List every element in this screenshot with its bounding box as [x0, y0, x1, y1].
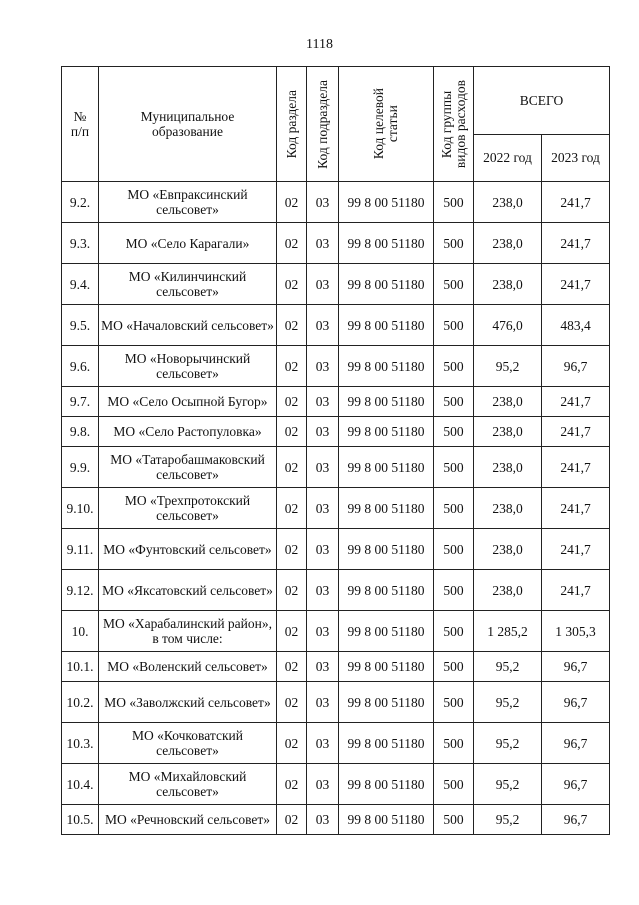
cell-section-code: 02 [277, 447, 307, 488]
cell-num: 10.1. [62, 652, 99, 682]
cell-target-code: 99 8 00 51180 [339, 264, 434, 305]
table-row [62, 764, 610, 805]
cell-expense-group-code: 500 [434, 346, 474, 387]
cell-num: 10.5. [62, 805, 99, 835]
cell-municipality: МО «Новорычинский сельсовет» [99, 346, 277, 387]
header-year-2022: 2022 год [474, 134, 542, 181]
cell-expense-group-code: 500 [434, 529, 474, 570]
header-year-2023: 2023 год [542, 134, 610, 181]
cell-amount-2022: 476,0 [474, 305, 542, 346]
cell-amount-2022: 95,2 [474, 723, 542, 764]
table-row [62, 305, 610, 346]
table-row [62, 529, 610, 570]
cell-municipality: МО «Яксатовский сельсовет» [99, 570, 277, 611]
cell-target-code: 99 8 00 51180 [339, 417, 434, 447]
cell-municipality: МО «Кочковатский сельсовет» [99, 723, 277, 764]
cell-num: 9.2. [62, 182, 99, 223]
cell-target-code: 99 8 00 51180 [339, 488, 434, 529]
cell-expense-group-code: 500 [434, 447, 474, 488]
cell-amount-2023: 241,7 [542, 223, 610, 264]
cell-amount-2022: 238,0 [474, 387, 542, 417]
cell-amount-2022: 238,0 [474, 182, 542, 223]
cell-municipality: МО «Евпраксинский сельсовет» [99, 182, 277, 223]
cell-amount-2022: 238,0 [474, 447, 542, 488]
cell-municipality: МО «Татаробашмаковский сельсовет» [99, 447, 277, 488]
cell-num: 9.6. [62, 346, 99, 387]
cell-target-code: 99 8 00 51180 [339, 682, 434, 723]
cell-section-code: 02 [277, 223, 307, 264]
header-expense-group-code: Код группы видов расходов [434, 67, 474, 182]
cell-amount-2022: 238,0 [474, 264, 542, 305]
cell-municipality: МО «Михайловский сельсовет» [99, 764, 277, 805]
table-body [62, 182, 610, 835]
cell-expense-group-code: 500 [434, 182, 474, 223]
cell-amount-2023: 241,7 [542, 264, 610, 305]
cell-subsection-code: 03 [307, 652, 339, 682]
cell-expense-group-code: 500 [434, 723, 474, 764]
cell-expense-group-code: 500 [434, 652, 474, 682]
cell-section-code: 02 [277, 417, 307, 447]
cell-section-code: 02 [277, 387, 307, 417]
cell-municipality: МО «Село Осыпной Бугор» [99, 387, 277, 417]
cell-amount-2022: 238,0 [474, 488, 542, 529]
cell-subsection-code: 03 [307, 305, 339, 346]
table-row [62, 346, 610, 387]
cell-subsection-code: 03 [307, 182, 339, 223]
cell-target-code: 99 8 00 51180 [339, 387, 434, 417]
cell-target-code: 99 8 00 51180 [339, 723, 434, 764]
cell-subsection-code: 03 [307, 529, 339, 570]
cell-amount-2022: 95,2 [474, 805, 542, 835]
cell-expense-group-code: 500 [434, 223, 474, 264]
cell-section-code: 02 [277, 682, 307, 723]
cell-num: 10.2. [62, 682, 99, 723]
cell-subsection-code: 03 [307, 570, 339, 611]
cell-expense-group-code: 500 [434, 488, 474, 529]
cell-num: 9.3. [62, 223, 99, 264]
cell-amount-2022: 238,0 [474, 570, 542, 611]
cell-section-code: 02 [277, 182, 307, 223]
cell-expense-group-code: 500 [434, 570, 474, 611]
cell-target-code: 99 8 00 51180 [339, 570, 434, 611]
cell-municipality: МО «Килинчинский сельсовет» [99, 264, 277, 305]
cell-section-code: 02 [277, 723, 307, 764]
cell-num: 9.12. [62, 570, 99, 611]
table-row [62, 264, 610, 305]
cell-amount-2023: 96,7 [542, 764, 610, 805]
cell-target-code: 99 8 00 51180 [339, 764, 434, 805]
header-section-code: Код раздела [277, 67, 307, 182]
cell-subsection-code: 03 [307, 264, 339, 305]
cell-amount-2023: 96,7 [542, 682, 610, 723]
table-row [62, 723, 610, 764]
table-row [62, 417, 610, 447]
cell-section-code: 02 [277, 805, 307, 835]
cell-amount-2023: 96,7 [542, 652, 610, 682]
cell-amount-2022: 1 285,2 [474, 611, 542, 652]
cell-amount-2022: 95,2 [474, 652, 542, 682]
header-num: № п/п [62, 67, 99, 182]
table-row [62, 611, 610, 652]
cell-amount-2023: 241,7 [542, 387, 610, 417]
cell-amount-2022: 238,0 [474, 417, 542, 447]
cell-target-code: 99 8 00 51180 [339, 652, 434, 682]
header-municipality: Муниципальное образование [99, 67, 277, 182]
cell-municipality: МО «Село Карагали» [99, 223, 277, 264]
cell-target-code: 99 8 00 51180 [339, 346, 434, 387]
cell-target-code: 99 8 00 51180 [339, 805, 434, 835]
header-total: ВСЕГО [474, 67, 610, 135]
table-header [62, 67, 610, 182]
budget-table [61, 66, 610, 835]
cell-expense-group-code: 500 [434, 682, 474, 723]
table-row [62, 447, 610, 488]
cell-section-code: 02 [277, 570, 307, 611]
cell-amount-2023: 241,7 [542, 417, 610, 447]
table-row [62, 488, 610, 529]
cell-target-code: 99 8 00 51180 [339, 223, 434, 264]
cell-subsection-code: 03 [307, 723, 339, 764]
cell-num: 9.11. [62, 529, 99, 570]
cell-subsection-code: 03 [307, 488, 339, 529]
cell-amount-2022: 95,2 [474, 682, 542, 723]
cell-section-code: 02 [277, 346, 307, 387]
cell-num: 9.9. [62, 447, 99, 488]
cell-target-code: 99 8 00 51180 [339, 305, 434, 346]
cell-target-code: 99 8 00 51180 [339, 529, 434, 570]
cell-amount-2023: 96,7 [542, 723, 610, 764]
cell-municipality: МО «Харабалинский район», в том числе: [99, 611, 277, 652]
cell-num: 9.7. [62, 387, 99, 417]
cell-section-code: 02 [277, 305, 307, 346]
header-subsection-code: Код подраздела [307, 67, 339, 182]
cell-expense-group-code: 500 [434, 387, 474, 417]
cell-amount-2023: 1 305,3 [542, 611, 610, 652]
cell-num: 10.4. [62, 764, 99, 805]
table-row [62, 652, 610, 682]
table-row [62, 682, 610, 723]
cell-municipality: МО «Трехпротокский сельсовет» [99, 488, 277, 529]
cell-subsection-code: 03 [307, 764, 339, 805]
cell-subsection-code: 03 [307, 682, 339, 723]
table-row [62, 570, 610, 611]
cell-amount-2022: 238,0 [474, 529, 542, 570]
cell-expense-group-code: 500 [434, 805, 474, 835]
cell-expense-group-code: 500 [434, 764, 474, 805]
cell-expense-group-code: 500 [434, 305, 474, 346]
cell-amount-2022: 238,0 [474, 223, 542, 264]
cell-subsection-code: 03 [307, 417, 339, 447]
cell-subsection-code: 03 [307, 387, 339, 417]
cell-target-code: 99 8 00 51180 [339, 611, 434, 652]
cell-amount-2023: 96,7 [542, 346, 610, 387]
cell-num: 9.10. [62, 488, 99, 529]
cell-num: 9.8. [62, 417, 99, 447]
table-row [62, 182, 610, 223]
cell-section-code: 02 [277, 764, 307, 805]
cell-section-code: 02 [277, 264, 307, 305]
cell-amount-2023: 241,7 [542, 447, 610, 488]
cell-municipality: МО «Речновский сельсовет» [99, 805, 277, 835]
cell-expense-group-code: 500 [434, 611, 474, 652]
cell-target-code: 99 8 00 51180 [339, 447, 434, 488]
cell-amount-2022: 95,2 [474, 346, 542, 387]
cell-section-code: 02 [277, 652, 307, 682]
cell-municipality: МО «Село Растопуловка» [99, 417, 277, 447]
cell-subsection-code: 03 [307, 805, 339, 835]
cell-amount-2023: 483,4 [542, 305, 610, 346]
cell-num: 10.3. [62, 723, 99, 764]
cell-amount-2023: 241,7 [542, 488, 610, 529]
cell-section-code: 02 [277, 488, 307, 529]
cell-expense-group-code: 500 [434, 417, 474, 447]
cell-subsection-code: 03 [307, 346, 339, 387]
header-target-code: Код целевой статьи [339, 67, 434, 182]
cell-subsection-code: 03 [307, 447, 339, 488]
table-row [62, 805, 610, 835]
cell-municipality: МО «Воленский сельсовет» [99, 652, 277, 682]
cell-target-code: 99 8 00 51180 [339, 182, 434, 223]
cell-amount-2023: 96,7 [542, 805, 610, 835]
table-row [62, 223, 610, 264]
cell-section-code: 02 [277, 529, 307, 570]
cell-municipality: МО «Заволжский сельсовет» [99, 682, 277, 723]
page-number: 1118 [306, 37, 333, 52]
cell-num: 10. [62, 611, 99, 652]
cell-subsection-code: 03 [307, 223, 339, 264]
cell-expense-group-code: 500 [434, 264, 474, 305]
cell-amount-2023: 241,7 [542, 182, 610, 223]
cell-subsection-code: 03 [307, 611, 339, 652]
cell-section-code: 02 [277, 611, 307, 652]
cell-amount-2023: 241,7 [542, 529, 610, 570]
cell-municipality: МО «Началовский сельсовет» [99, 305, 277, 346]
cell-municipality: МО «Фунтовский сельсовет» [99, 529, 277, 570]
cell-amount-2023: 241,7 [542, 570, 610, 611]
cell-amount-2022: 95,2 [474, 764, 542, 805]
table-row [62, 387, 610, 417]
cell-num: 9.4. [62, 264, 99, 305]
cell-num: 9.5. [62, 305, 99, 346]
